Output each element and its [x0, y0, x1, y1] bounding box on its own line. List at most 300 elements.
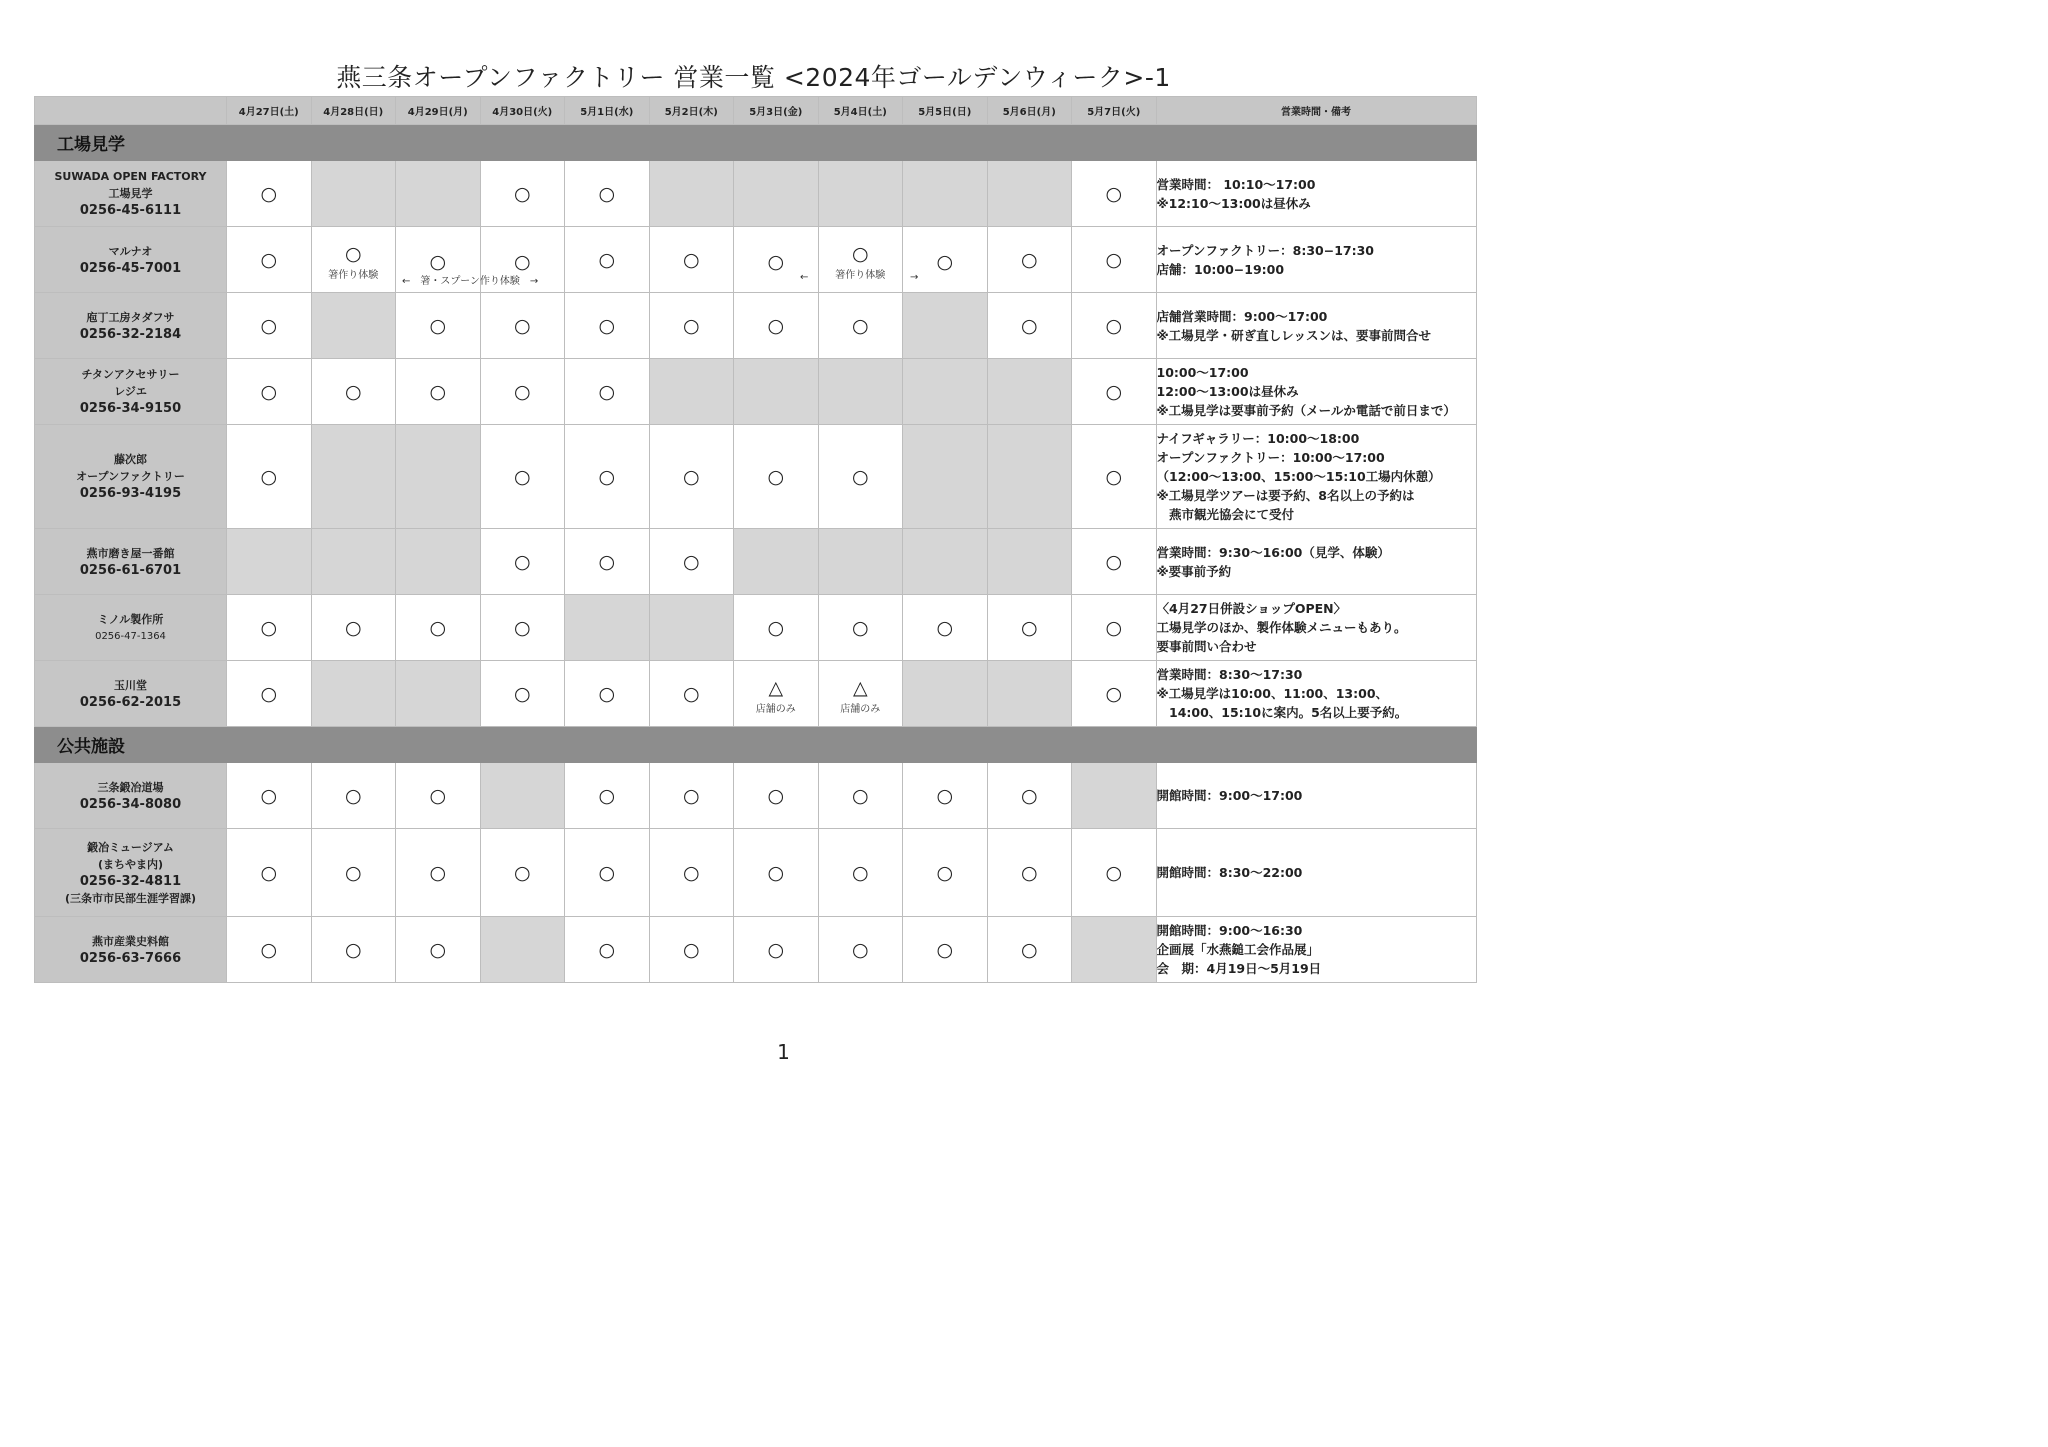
open-mark: ○ [1020, 248, 1038, 271]
remark-line: 開館時間：8:30〜22:00 [1156, 865, 1303, 880]
remarks-cell [1156, 595, 1476, 661]
facility-name-cell [35, 917, 227, 983]
open-mark: ○ [767, 784, 785, 807]
day-cell-open [1072, 425, 1157, 529]
section-header [35, 125, 1477, 161]
open-mark: ○ [1020, 784, 1038, 807]
day-cell-closed [396, 425, 481, 529]
day-cell-open [734, 917, 819, 983]
day-cell-open [818, 829, 903, 917]
day-cell-open [311, 829, 396, 917]
facility-name: チタンアクセサリー [81, 368, 180, 381]
remark-line: ナイフギャラリー：10:00〜18:00 [1156, 431, 1360, 446]
facility-row [35, 917, 1477, 983]
day-cell-closed [987, 529, 1072, 595]
day-cell-open [734, 829, 819, 917]
open-mark: ○ [260, 616, 278, 639]
header-corner [35, 97, 227, 125]
facility-phone: 0256-62-2015 [79, 694, 182, 710]
facility-row [35, 763, 1477, 829]
facility-name-cell [35, 227, 227, 293]
partial-mark: △ [852, 677, 868, 699]
open-mark: ○ [767, 938, 785, 961]
remark-line: 開館時間：9:00〜16:30 [1156, 923, 1303, 938]
open-mark: ○ [767, 861, 785, 884]
facility-name-cell [35, 661, 227, 727]
open-mark: ○ [682, 465, 700, 488]
facility-phone: 0256-93-4195 [79, 486, 182, 501]
day-cell-open [987, 595, 1072, 661]
facility-name: 工場見学 [108, 187, 153, 200]
facility-name: オープンファクトリー [76, 470, 185, 483]
open-mark: ○ [682, 938, 700, 961]
open-mark: ○ [344, 938, 362, 961]
day-cell-open [1072, 661, 1157, 727]
remark-line: ※工場見学・研ぎ直しレッスンは、要事前問合せ [1156, 327, 1432, 343]
day-cell-open [311, 359, 396, 425]
open-mark: ○ [598, 682, 616, 705]
facility-row [35, 829, 1477, 917]
day-cell-closed [396, 529, 481, 595]
facility-name: 燕市産業史料館 [92, 934, 169, 948]
open-mark: ○ [429, 314, 447, 337]
day-cell-open [311, 763, 396, 829]
remarks-cell [1156, 529, 1476, 595]
open-mark: ○ [851, 861, 869, 884]
open-mark: ○ [513, 550, 531, 573]
day-cell-open [903, 917, 988, 983]
header-date: 4月27日(土) [227, 97, 312, 125]
day-cell-open [396, 293, 481, 359]
open-mark: ○ [936, 616, 954, 639]
open-mark: ○ [1020, 938, 1038, 961]
open-mark: ○ [260, 682, 278, 705]
day-cell-open [227, 829, 312, 917]
open-mark: ○ [513, 250, 531, 273]
day-cell-closed [649, 595, 734, 661]
facility-name-cell [35, 829, 227, 917]
open-mark: ○ [260, 182, 278, 205]
day-cell-closed [818, 359, 903, 425]
open-mark: ○ [513, 465, 531, 488]
day-cell-open [480, 293, 565, 359]
facility-phone: 0256-34-9150 [79, 401, 182, 416]
open-mark: ○ [1105, 465, 1123, 488]
remarks-cell [1156, 161, 1476, 227]
day-cell-open [396, 829, 481, 917]
facility-name-cell [35, 161, 227, 227]
facility-name: 庖丁工房タダフサ [86, 310, 175, 324]
facility-phone: 0256-63-7666 [79, 950, 182, 966]
day-note: 箸作り体験 [328, 270, 379, 281]
open-mark: ○ [344, 784, 362, 807]
facility-name: 藤次郎 [114, 453, 147, 466]
day-cell-open [734, 763, 819, 829]
facility-name: マルナオ [108, 244, 153, 258]
open-mark: ○ [344, 861, 362, 884]
open-mark: ○ [767, 250, 785, 273]
header-date: 5月7日(火) [1072, 97, 1157, 125]
facility-name-cell [35, 763, 227, 829]
open-mark: ○ [1105, 380, 1123, 403]
remarks-cell [1156, 359, 1476, 425]
facility-name: 燕市磨き屋一番館 [86, 546, 175, 560]
facility-phone: 0256-45-6111 [79, 203, 182, 218]
day-cell-open [480, 359, 565, 425]
remark-line: 営業時間：8:30〜17:30 [1156, 667, 1303, 682]
day-cell-open [734, 425, 819, 529]
day-cell-open [649, 917, 734, 983]
header-date: 4月30日(火) [480, 97, 565, 125]
remark-line: オープンファクトリー：10:00〜17:00 [1156, 450, 1385, 465]
day-cell-open [1072, 161, 1157, 227]
day-cell-closed [311, 161, 396, 227]
arrow-right: → [910, 272, 919, 283]
open-mark: ○ [260, 938, 278, 961]
remark-line: 企画展「水燕鎚工会作品展」 [1156, 942, 1320, 957]
remark-line: 燕市観光協会にて受付 [1156, 507, 1295, 522]
remark-line: 店舗：10:00−19:00 [1156, 261, 1285, 277]
day-cell-closed [903, 293, 988, 359]
remarks-cell [1156, 917, 1476, 983]
day-cell-closed [396, 161, 481, 227]
facility-name-cell [35, 529, 227, 595]
open-mark: ○ [598, 248, 616, 271]
facility-name: (まちやま内) [97, 857, 164, 871]
facility-name: ミノル製作所 [97, 612, 164, 626]
open-mark: ○ [598, 938, 616, 961]
facility-phone: 0256-34-8080 [79, 796, 182, 812]
day-cell-open [1072, 227, 1157, 293]
day-cell-open [565, 763, 650, 829]
day-cell-closed [311, 661, 396, 727]
remark-line: 会 期：4月19日〜5月19日 [1156, 961, 1322, 976]
day-cell-closed [311, 293, 396, 359]
open-mark: ○ [513, 682, 531, 705]
facility-name-cell [35, 359, 227, 425]
day-cell-closed [1072, 763, 1157, 829]
open-mark: ○ [513, 182, 531, 205]
open-mark: ○ [260, 248, 278, 271]
day-cell-open [480, 595, 565, 661]
day-cell-open [227, 161, 312, 227]
day-cell-closed [818, 161, 903, 227]
facility-row [35, 227, 1477, 293]
open-mark: ○ [1105, 861, 1123, 884]
day-cell-open [480, 829, 565, 917]
open-mark: ○ [598, 784, 616, 807]
remark-line: （12:00〜13:00、15:00〜15:10工場内休憩） [1156, 469, 1441, 484]
day-cell-open [987, 227, 1072, 293]
open-mark: ○ [1020, 616, 1038, 639]
open-mark: ○ [851, 243, 869, 265]
open-mark: ○ [429, 380, 447, 403]
facility-row [35, 359, 1477, 425]
day-cell-open [311, 227, 396, 293]
open-mark: ○ [1105, 616, 1123, 639]
facility-department: (三条市市民部生涯学習課) [64, 891, 197, 905]
open-mark: ○ [598, 550, 616, 573]
open-mark: ○ [260, 861, 278, 884]
remark-line: ※要事前予約 [1156, 563, 1232, 579]
remark-line: オープンファクトリー：8:30−17:30 [1156, 242, 1374, 258]
day-cell-open [311, 917, 396, 983]
day-cell-open [396, 595, 481, 661]
open-mark: ○ [1105, 248, 1123, 271]
day-cell-open [1072, 359, 1157, 425]
day-cell-open [565, 529, 650, 595]
open-mark: ○ [429, 861, 447, 884]
open-mark: ○ [260, 465, 278, 488]
day-cell-open [649, 227, 734, 293]
day-cell-closed [903, 529, 988, 595]
day-cell-closed [818, 529, 903, 595]
open-mark: ○ [682, 682, 700, 705]
day-cell-open [565, 425, 650, 529]
remark-line: ※工場見学ツアーは要予約、8名以上の予約は [1156, 488, 1415, 503]
open-mark: ○ [851, 938, 869, 961]
day-cell-open [227, 359, 312, 425]
experience-span-label: ← 箸・スプーン作り体験 → [402, 276, 539, 287]
day-cell-closed [987, 359, 1072, 425]
section-label: 公共施設 [35, 727, 1477, 763]
open-mark: ○ [344, 380, 362, 403]
open-mark: ○ [429, 616, 447, 639]
facility-name: レジエ [114, 385, 147, 398]
open-mark: ○ [851, 784, 869, 807]
day-cell-open [227, 293, 312, 359]
day-cell-open [649, 661, 734, 727]
open-mark: ○ [936, 250, 954, 273]
open-mark: ○ [344, 616, 362, 639]
remark-line: 要事前問い合わせ [1156, 639, 1257, 654]
page-number: 1 [777, 1040, 790, 1064]
open-mark: ○ [598, 314, 616, 337]
open-mark: ○ [1105, 182, 1123, 205]
remark-line: 12:00〜13:00は昼休み [1156, 384, 1299, 399]
remark-line: 店舗営業時間：9:00〜17:00 [1156, 308, 1328, 324]
day-cell-closed [734, 161, 819, 227]
schedule-table [34, 96, 1477, 983]
day-cell-open [987, 917, 1072, 983]
day-cell-open [818, 661, 903, 727]
day-cell-open [480, 161, 565, 227]
open-mark: ○ [1105, 550, 1123, 573]
day-cell-closed [903, 425, 988, 529]
facility-row [35, 425, 1477, 529]
day-cell-open [227, 425, 312, 529]
day-cell-open [818, 917, 903, 983]
facility-phone: 0256-32-4811 [79, 873, 182, 889]
day-note: 箸作り体験 [835, 270, 886, 281]
remark-line: 工場見学のほか、製作体験メニューもあり。 [1156, 620, 1407, 635]
day-cell-closed [480, 763, 565, 829]
day-cell-open [649, 293, 734, 359]
day-cell-open [987, 829, 1072, 917]
remark-line: ※12:10〜13:00は昼休み [1156, 195, 1311, 211]
open-mark: ○ [851, 465, 869, 488]
facility-name: 鍛冶ミュージアム [87, 840, 174, 854]
remark-line: ※工場見学は10:00、11:00、13:00、 [1156, 686, 1389, 701]
open-mark: ○ [513, 380, 531, 403]
day-cell-closed [903, 359, 988, 425]
open-mark: ○ [260, 784, 278, 807]
open-mark: ○ [513, 314, 531, 337]
day-cell-open [649, 425, 734, 529]
day-cell-open [565, 359, 650, 425]
open-mark: ○ [767, 465, 785, 488]
remark-line: 開館時間：9:00〜17:00 [1156, 788, 1303, 803]
facility-row [35, 595, 1477, 661]
facility-name: 玉川堂 [114, 678, 147, 692]
open-mark: ○ [936, 784, 954, 807]
day-cell-open [734, 661, 819, 727]
day-cell-open [734, 595, 819, 661]
open-mark: ○ [1105, 682, 1123, 705]
day-cell-open [649, 763, 734, 829]
open-mark: ○ [344, 243, 362, 265]
day-cell-open [311, 595, 396, 661]
day-cell-open [480, 425, 565, 529]
remark-line: 営業時間： 10:10〜17:00 [1156, 176, 1316, 192]
day-cell-open [227, 661, 312, 727]
open-mark: ○ [1020, 314, 1038, 337]
header-date: 5月3日(金) [734, 97, 819, 125]
day-cell-open [818, 227, 903, 293]
remarks-cell [1156, 763, 1476, 829]
page-title: 燕三条オープンファクトリー 営業一覧 <2024年ゴールデンウィーク>-1 [336, 63, 1171, 92]
day-cell-open [480, 529, 565, 595]
remarks-cell [1156, 829, 1476, 917]
day-cell-closed [987, 661, 1072, 727]
open-mark: ○ [767, 314, 785, 337]
day-cell-open [818, 595, 903, 661]
partial-mark: △ [768, 677, 784, 699]
facility-name-cell [35, 595, 227, 661]
day-cell-open [903, 763, 988, 829]
day-cell-open [987, 763, 1072, 829]
header-date: 4月28日(日) [311, 97, 396, 125]
day-note: 店舗のみ [840, 704, 881, 715]
open-mark: ○ [598, 861, 616, 884]
open-mark: ○ [429, 784, 447, 807]
facility-row [35, 661, 1477, 727]
open-mark: ○ [260, 314, 278, 337]
open-mark: ○ [598, 380, 616, 403]
day-cell-open [227, 595, 312, 661]
remark-line: ※工場見学は要事前予約（メールか電話で前日まで） [1156, 403, 1456, 418]
header-remarks: 営業時間・備考 [1156, 97, 1476, 125]
day-cell-open [480, 661, 565, 727]
day-cell-open [396, 763, 481, 829]
day-cell-open [1072, 829, 1157, 917]
facility-phone: 0256-47-1364 [95, 630, 166, 642]
remarks-cell [1156, 293, 1476, 359]
facility-row [35, 293, 1477, 359]
header-date: 5月4日(土) [818, 97, 903, 125]
open-mark: ○ [851, 314, 869, 337]
open-mark: ○ [1105, 314, 1123, 337]
header-date: 5月1日(水) [565, 97, 650, 125]
facility-phone: 0256-61-6701 [79, 562, 182, 578]
remarks-cell [1156, 425, 1476, 529]
facility-row [35, 161, 1477, 227]
day-cell-open [565, 829, 650, 917]
open-mark: ○ [598, 465, 616, 488]
day-cell-open [818, 763, 903, 829]
section-header [35, 727, 1477, 763]
remarks-cell [1156, 227, 1476, 293]
open-mark: ○ [682, 784, 700, 807]
remark-line: 10:00〜17:00 [1156, 365, 1249, 380]
day-cell-open [565, 917, 650, 983]
remark-line: 営業時間：9:30〜16:00（見学、体験） [1156, 544, 1390, 560]
header-date: 5月2日(木) [649, 97, 734, 125]
open-mark: ○ [260, 380, 278, 403]
day-cell-open [565, 661, 650, 727]
day-cell-closed [396, 661, 481, 727]
day-cell-open [227, 763, 312, 829]
open-mark: ○ [682, 314, 700, 337]
open-mark: ○ [682, 248, 700, 271]
day-cell-closed [903, 661, 988, 727]
header-date: 4月29日(月) [396, 97, 481, 125]
day-cell-open [1072, 529, 1157, 595]
day-cell-open [1072, 293, 1157, 359]
header-row [35, 97, 1477, 125]
day-cell-open [903, 595, 988, 661]
open-mark: ○ [682, 550, 700, 573]
day-cell-closed [565, 595, 650, 661]
day-cell-closed [311, 425, 396, 529]
facility-phone: 0256-32-2184 [79, 326, 182, 342]
day-cell-closed [734, 359, 819, 425]
day-cell-open [818, 425, 903, 529]
day-cell-open [396, 359, 481, 425]
open-mark: ○ [936, 861, 954, 884]
day-cell-closed [1072, 917, 1157, 983]
day-cell-closed [649, 359, 734, 425]
open-mark: ○ [513, 861, 531, 884]
facility-name-cell [35, 293, 227, 359]
facility-row [35, 529, 1477, 595]
day-note: 店舗のみ [755, 704, 796, 715]
day-cell-closed [903, 161, 988, 227]
facility-name-cell [35, 425, 227, 529]
open-mark: ○ [682, 861, 700, 884]
day-cell-closed [227, 529, 312, 595]
facility-name: 三条鍛冶道場 [97, 780, 164, 794]
arrow-left: ← [800, 272, 809, 283]
day-cell-open [565, 293, 650, 359]
remark-line: 〈4月27日併設ショップOPEN〉 [1156, 601, 1347, 616]
day-cell-closed [987, 161, 1072, 227]
day-cell-open [227, 227, 312, 293]
open-mark: ○ [429, 250, 447, 273]
day-cell-open [565, 227, 650, 293]
day-cell-open [818, 293, 903, 359]
open-mark: ○ [429, 938, 447, 961]
open-mark: ○ [513, 616, 531, 639]
facility-name: SUWADA OPEN FACTORY [54, 170, 207, 183]
open-mark: ○ [936, 938, 954, 961]
open-mark: ○ [851, 616, 869, 639]
day-cell-open [649, 829, 734, 917]
day-cell-open [649, 529, 734, 595]
remark-line: 14:00、15:10に案内。5名以上要予約。 [1156, 705, 1408, 720]
open-mark: ○ [1020, 861, 1038, 884]
day-cell-open [987, 293, 1072, 359]
